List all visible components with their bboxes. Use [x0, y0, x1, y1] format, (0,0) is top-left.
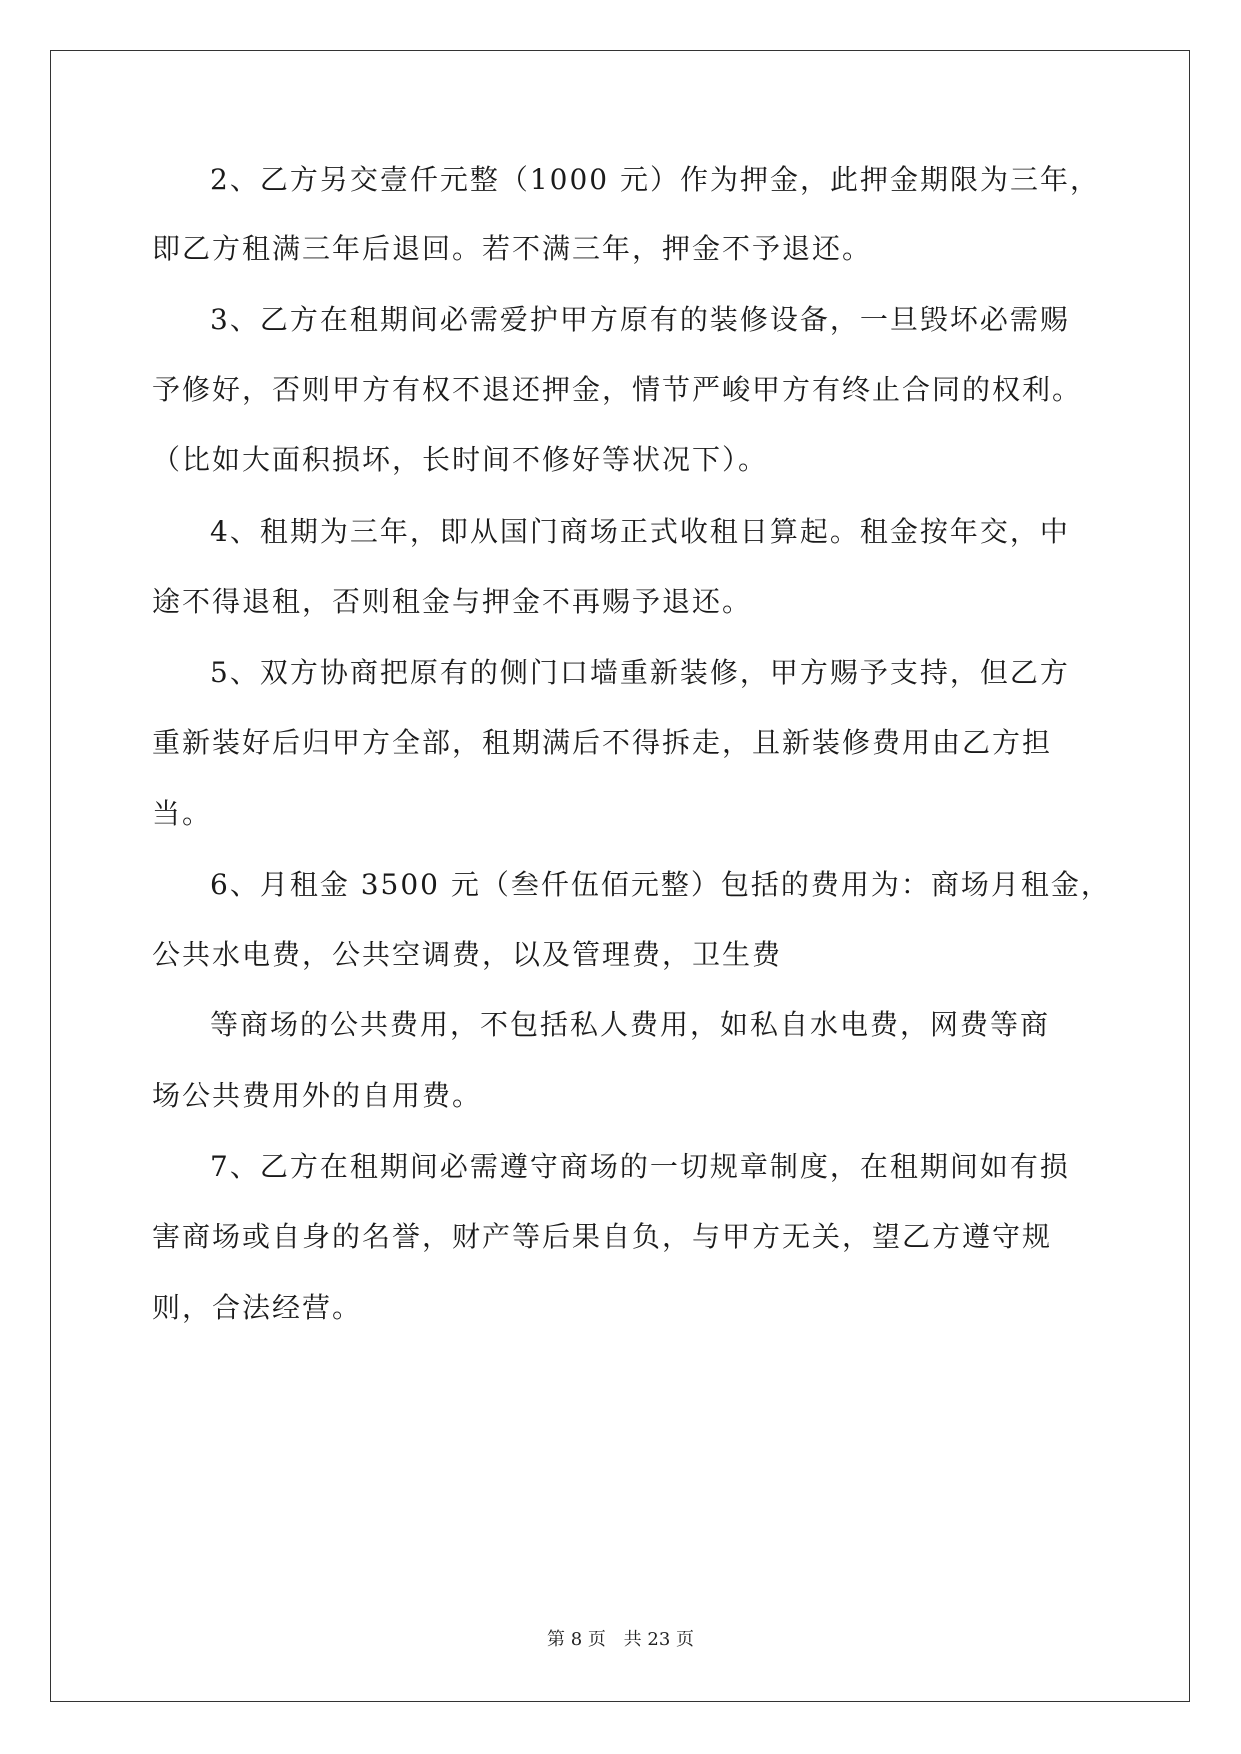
paragraph-6b-line-1: 等商场的公共费用，不包括私人费用，如私自水电费，网费等商 — [210, 1008, 1051, 1041]
paragraph-6-line-2: 公共水电费，公共空调费，以及管理费，卫生费 — [152, 938, 783, 971]
paragraph-5-line-3: 当。 — [152, 797, 213, 830]
paragraph-5-line-2: 重新装好后归甲方全部，租期满后不得拆走，且新装修费用由乙方担 — [152, 726, 1053, 759]
paragraph-6b-line-2: 场公共费用外的自用费。 — [152, 1079, 483, 1112]
paragraph-6-line-1: 6、月租金 3500 元（叁仟伍佰元整）包括的费用为：商场月租金， — [210, 868, 1111, 901]
paragraph-3-line-1: 3、乙方在租期间必需爱护甲方原有的装修设备，一旦毁坏必需赐 — [210, 303, 1070, 336]
paragraph-7-line-3: 则，合法经营。 — [152, 1291, 363, 1324]
page-total: 共 23 页 — [623, 1629, 694, 1650]
paragraph-2-line-2: 即乙方租满三年后退回。若不满三年，押金不予退还。 — [152, 232, 873, 265]
paragraph-3-line-3: （比如大面积损坏，长时间不修好等状况下）。 — [152, 443, 769, 476]
paragraph-3-line-2: 予修好，否则甲方有权不退还押金，情节严峻甲方有终止合同的权利。 — [152, 373, 1083, 406]
paragraph-4-line-1: 4、租期为三年，即从国门商场正式收租日算起。租金按年交，中 — [210, 515, 1070, 548]
paragraph-4-line-2: 途不得退租，否则租金与押金不再赐予退还。 — [152, 585, 753, 618]
paragraph-5-line-1: 5、双方协商把原有的侧门口墙重新装修，甲方赐予支持，但乙方 — [210, 656, 1070, 689]
paragraph-2-line-1: 2、乙方另交壹仟元整（1000 元）作为押金，此押金期限为三年， — [210, 163, 1100, 196]
page-footer — [0, 1625, 1241, 1651]
paragraph-7-line-1: 7、乙方在租期间必需遵守商场的一切规章制度，在租期间如有损 — [210, 1150, 1070, 1183]
page-number: 第 8 页 — [547, 1629, 606, 1650]
paragraph-7-line-2: 害商场或自身的名誉，财产等后果自负，与甲方无关，望乙方遵守规 — [152, 1220, 1053, 1253]
